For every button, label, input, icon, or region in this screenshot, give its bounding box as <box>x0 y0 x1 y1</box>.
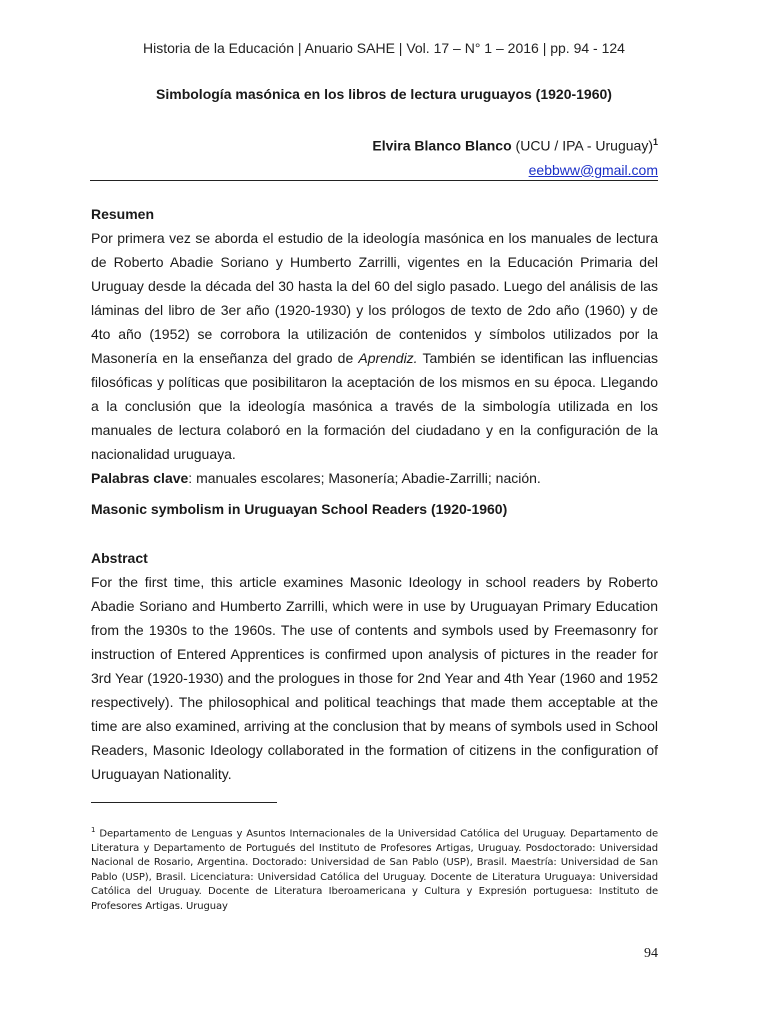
author-name: Elvira Blanco Blanco <box>372 137 512 154</box>
author-email-link[interactable]: eebbww@gmail.com <box>528 161 658 178</box>
english-title-section <box>91 501 658 517</box>
resumen-section <box>91 202 658 490</box>
header-divider <box>90 180 658 181</box>
abstract-paragraph: For the first time, this article examines Masonic Ideology in school readers by Roberto Abadie Soriano and Humberto Zarrilli, which were in use by Uruguayan Primary Education from the 1930s to the 1960s. The use of contents and symbols used by Freemasonry for instruction of Entered Apprentices is confirmed upon analysis of pictures in the reader for 3rd Year (1920-1930) and the prologues in those for 2nd Year and 4th Year (1960 and 1952 respectively). The philosophical and political teachings that made them acceptable at the time are also examined, arriving at the conclusion that by means of symbols used in School Readers, Masonic Ideology collaborated in the formation of citizens in the configuration of Uruguayan Nationality. <box>91 574 658 782</box>
article-title: Simbología masónica en los libros de lectura uruguayos (1920-1960) <box>156 86 612 102</box>
footnote-mark: 1 <box>91 826 96 834</box>
resumen-text-2: También se identifican las influencias filosóficas y políticas que posibilitaron la aceptación de los mismos en su época. Llegando a la conclusión que la ideología masónica a través de la simbología utilizada en los manuales de lectura colaboró en la formación del ciudadano y en la configuración de la nacionalidad uruguaya. <box>91 350 658 462</box>
resumen-heading: Resumen <box>91 206 155 222</box>
footnote-text: Departamento de Lenguas y Asuntos Internacionales de la Universidad Católica del Uruguay. Departamento de Literatura y Departamento de Portugués del Instituto de Profesores Artigas, Uruguay. Posdoctorado: Universidad Nacional de Rosario, Argentina. Doctorado: Universidad de San Pablo (USP), Brasil. Maestría: Universidad de San Pablo (USP), Brasil. Licenciatura: Universidad Católica del Uruguay. Docente de Literatura Uruguaya: Universidad Católica del Uruguay. Docente de Literatura Iberoamericana y Cultura y Expresión portuguesa: Instituto de Profesores Artigas. Uruguay <box>91 828 658 912</box>
abstract-heading: Abstract <box>91 550 148 566</box>
resumen-paragraph <box>91 226 658 466</box>
author-affiliation: (UCU / IPA - Uruguay) <box>511 137 653 154</box>
resumen-text-1: Por primera vez se aborda el estudio de la ideología masónica en los manuales de lectura de Roberto Abadie Soriano y Humberto Zarrilli, vigentes en la Educación Primaria del Uruguay desde la década del 30 hasta la del 60 del siglo pasado. Luego del análisis de las láminas del libro de 3er año (1920-1930) y los prólogos de texto de 2do año (1960) y de 4to año (1952) se corrobora la utilización de contenidos y símbolos utilizados por la Masonería en la enseñanza del grado de <box>91 230 658 366</box>
english-title: Masonic symbolism in Uruguayan School Readers (1920-1960) <box>91 501 508 517</box>
author-line <box>372 130 658 158</box>
keywords-label: Palabras clave <box>91 470 189 486</box>
author-block <box>372 130 658 182</box>
page-number: 94 <box>644 946 658 961</box>
keywords-list: : manuales escolares; Masonería; Abadie-Zarrilli; nación. <box>188 470 541 486</box>
footnote-divider <box>91 802 277 803</box>
running-header: Historia de la Educación | Anuario SAHE | Vol. 17 – N° 1 – 2016 | pp. 94 - 124 <box>143 40 625 56</box>
footnote <box>91 823 658 914</box>
abstract-section <box>91 546 658 786</box>
resumen-text-italic: Aprendiz. <box>358 350 418 366</box>
author-footnote-mark[interactable]: 1 <box>652 137 658 147</box>
keywords-line <box>91 466 658 490</box>
